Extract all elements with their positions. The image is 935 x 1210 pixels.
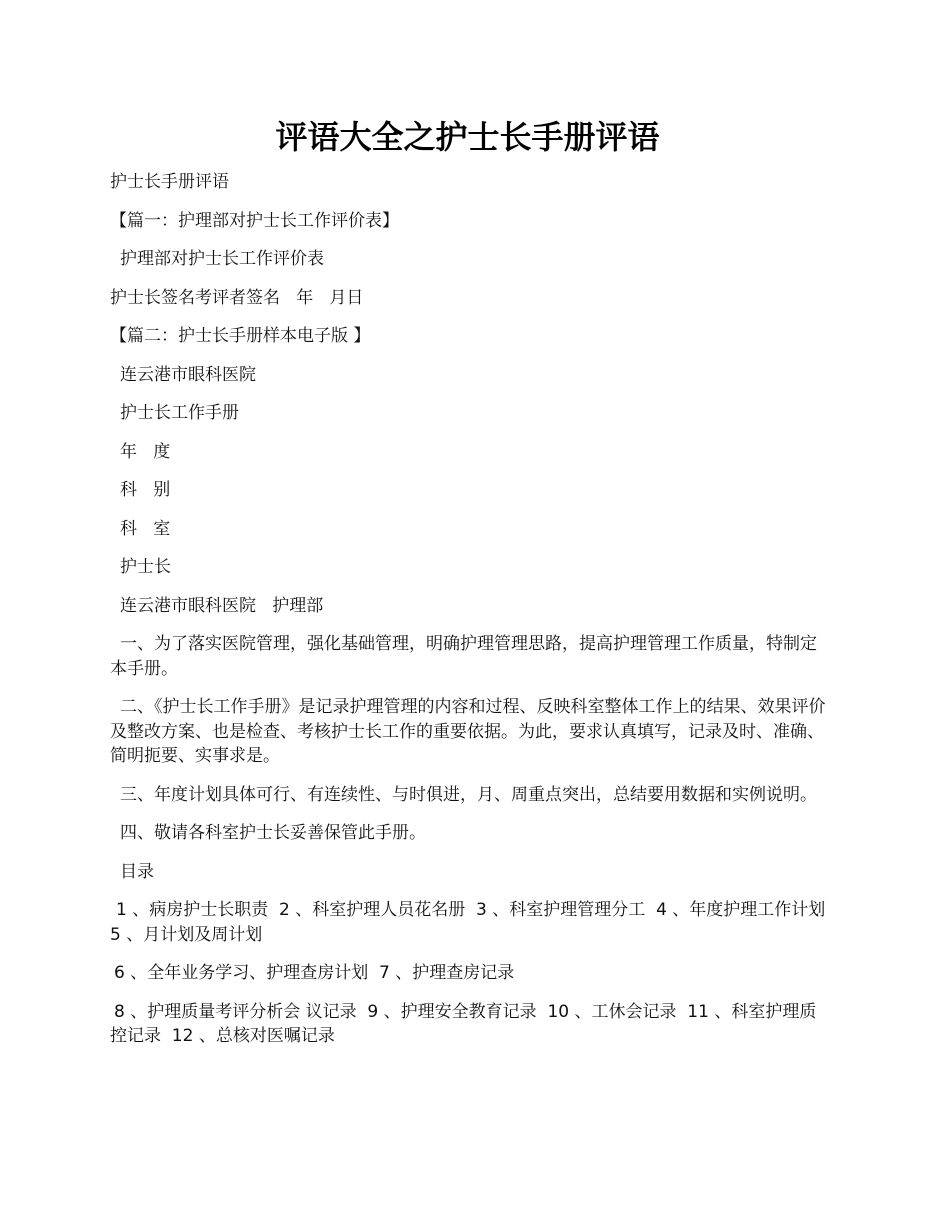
paragraph-toc-heading: 目录 xyxy=(120,861,154,882)
paragraph-item-3: 三、年度计划具体可行、有连续性、与时俱进，月、周重点突出，总结要用数据和实例说明。 xyxy=(120,784,817,805)
paragraph-hospital-nursing-dept: 连云港市眼科医院 护理部 xyxy=(120,595,324,616)
paragraph-hospital-name: 连云港市眼科医院 xyxy=(120,364,256,385)
paragraph-item-2: 二、《护士长工作手册》是记录护理管理的内容和过程、反映科室整体工作上的结果、效果评价及整改方案、也是检查、考核护士长工作的重要依据。为此，要求认真填写，记录及时、准确、简明扼要、实事求是。 xyxy=(110,697,826,766)
paragraph-department-category: 科 别 xyxy=(120,480,171,500)
paragraph-year: 年 度 xyxy=(120,441,171,462)
paragraph-manual-title: 护士长工作手册 xyxy=(120,403,239,423)
paragraph-head-nurse: 护士长 xyxy=(120,557,171,577)
paragraph-item-4: 四、敬请各科室护士长妥善保管此手册。 xyxy=(120,823,426,843)
paragraph-section-heading-1: 【篇一：护理部对护士长工作评价表】 xyxy=(110,210,399,231)
paragraph-evaluation-table-title: 护理部对护士长工作评价表 xyxy=(120,249,324,269)
paragraph-department: 科 室 xyxy=(120,518,171,539)
paragraph-toc-line-3: 8 、护理质量考评分析会 议记录 9 、护理安全教育记录 10 、工休会记录 11 、科室护理质控记录 12 、总核对医嘱记录 xyxy=(110,1001,817,1046)
paragraph-section-heading-2: 【篇二：护士长手册样本电子版 】 xyxy=(110,326,371,346)
paragraph-toc-line-1: 1 、病房护士长职责 2 、科室护理人员花名册 3 、科室护理管理分工 4 、年度护理工作计划 5 、月计划及周计划 xyxy=(110,900,837,945)
paragraph-signature-line: 护士长签名考评者签名 年 月日 xyxy=(110,287,364,308)
paragraph-subtitle: 护士长手册评语 xyxy=(110,172,229,192)
paragraph-item-1: 一、为了落实医院管理，强化基础管理，明确护理管理思路，提高护理管理工作质量，特制定本手册。 xyxy=(110,634,817,679)
document-body xyxy=(110,170,837,1063)
paragraph-toc-line-2: 6 、全年业务学习、护理查房计划 7 、护理查房记录 xyxy=(114,963,515,983)
document-title: 评语大全之护士长手册评语 xyxy=(275,118,660,156)
